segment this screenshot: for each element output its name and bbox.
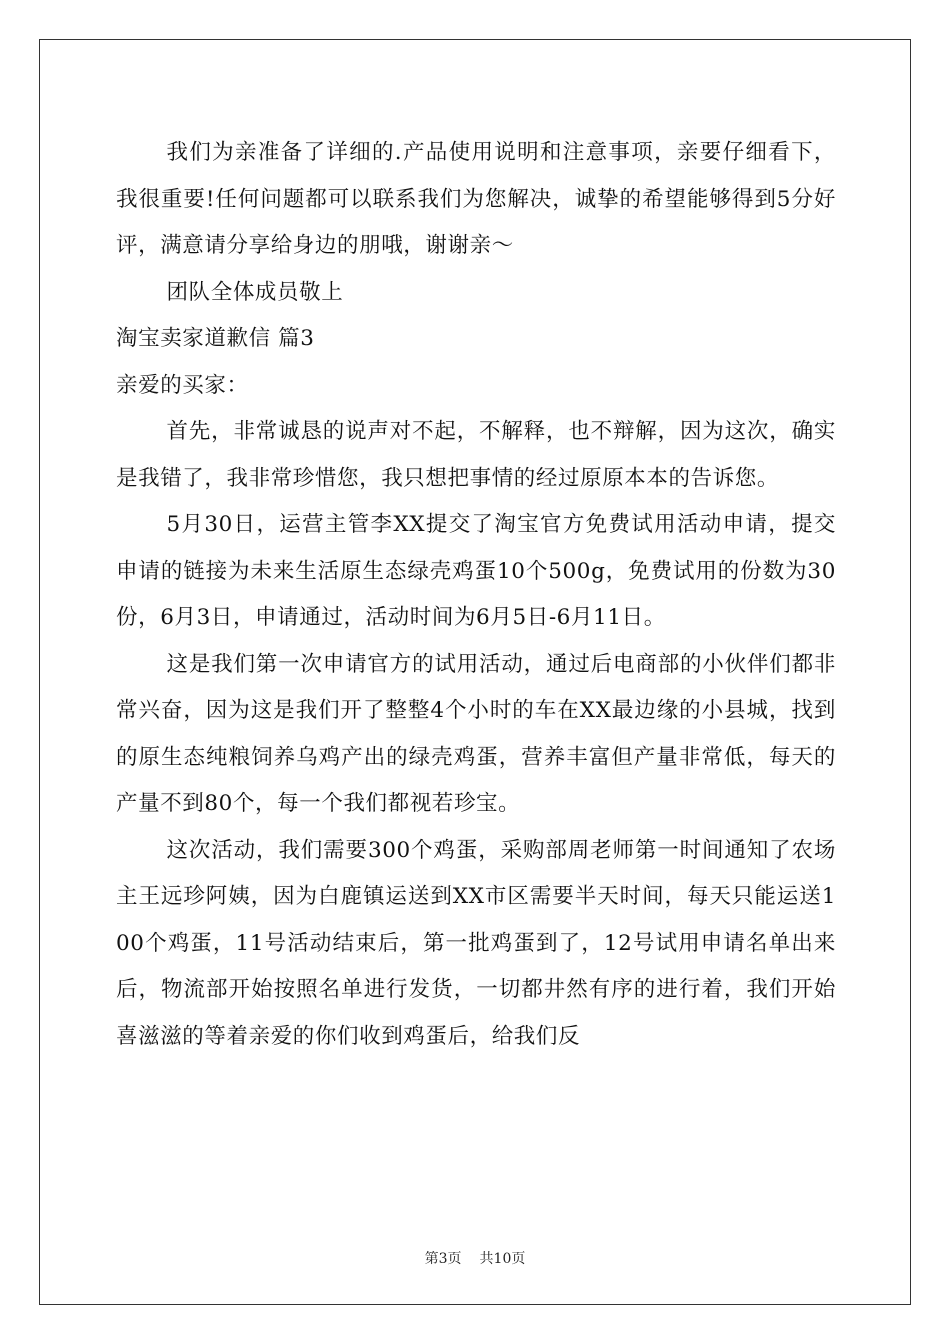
- page-number: 第3页: [424, 1251, 462, 1267]
- paragraph-apology: 首先，非常诚恳的说声对不起，不解释，也不辩解，因为这次，确实是我错了，我非常珍惜您，我只想把事情的经过原原本本的告诉您。: [116, 419, 836, 491]
- paragraph-excitement: 这是我们第一次申请官方的试用活动，通过后电商部的小伙伴们都非常兴奋，因为这是我们开了整整4个小时的车在XX最边缘的小县城，找到的原生态纯粮饲养乌鸡产出的绿壳鸡蛋，营养丰富但产量非常低，每天的产量不到80个，每一个我们都视若珍宝。: [116, 651, 836, 816]
- signature-line: 团队全体成员敬上: [166, 279, 344, 305]
- document-body: [116, 130, 836, 1060]
- section-heading: 淘宝卖家道歉信 篇3: [116, 326, 315, 351]
- paragraph-logistics: 这次活动，我们需要300个鸡蛋，采购部周老师第一时间通知了农场主王远珍阿姨，因为白鹿镇运送到XX市区需要半天时间，每天只能运送100个鸡蛋，11号活动结束后，第一批鸡蛋到了，12号试用申请名单出来后，物流部开始按照名单进行发货，一切都井然有序的进行着，我们开始喜滋滋的等着亲爱的你们收到鸡蛋后，给我们反: [116, 837, 836, 1049]
- paragraph-application: 5月30日，运营主管李XX提交了淘宝官方免费试用活动申请，提交申请的链接为未来生活原生态绿壳鸡蛋10个500g，免费试用的份数为30份，6月3日，申请通过，活动时间为6月5日-6月11日。: [116, 512, 836, 630]
- salutation: 亲爱的买家：: [116, 372, 249, 398]
- page-footer: [0, 1248, 950, 1268]
- page-total: 共10页: [479, 1251, 526, 1267]
- paragraph-instructions: 我们为亲准备了详细的.产品使用说明和注意事项，亲要仔细看下，我很重要!任何问题都可以联系我们为您解决，诚挚的希望能够得到5分好评，满意请分享给身边的朋哦，谢谢亲～: [116, 140, 836, 258]
